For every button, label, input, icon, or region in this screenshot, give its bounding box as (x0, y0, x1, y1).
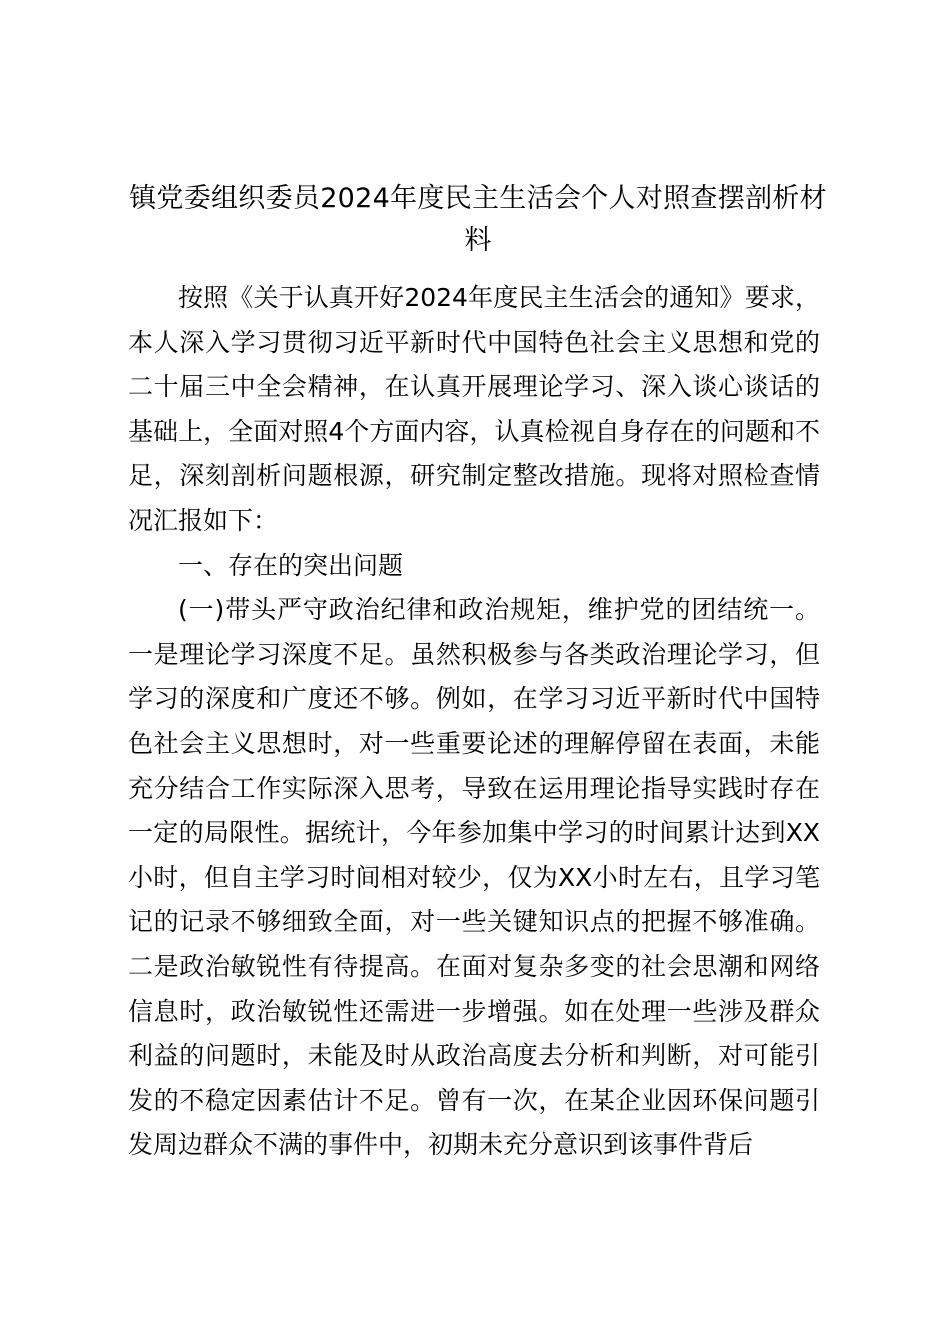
document-body (128, 276, 820, 1168)
body-paragraph: (一)带头严守政治纪律和政治规矩，维护党的团结统一。一是理论学习深度不足。虽然积极参与各类政治理论学习，但学习的深度和广度还不够。例如，在学习习近平新时代中国特色社会主义思想时，对一些重要论述的理解停留在表面，未能充分结合工作实际深入思考，导致在运用理论指导实践时存在一定的局限性。据统计，今年参加集中学习的时间累计达到XX小时，但自主学习时间相对较少，仅为XX小时左右，且学习笔记的记录不够细致全面，对一些关键知识点的把握不够准确。二是政治敏锐性有待提高。在面对复杂多变的社会思潮和网络信息时，政治敏锐性还需进一步增强。如在处理一些涉及群众利益的问题时，未能及时从政治高度去分析和判断，对可能引发的不稳定因素估计不足。曾有一次，在某企业因环保问题引发周边群众不满的事件中，初期未充分意识到该事件背后 (128, 595, 820, 1160)
section-heading: 一、存在的突出问题 (178, 550, 404, 580)
intro-paragraph: 按照《关于认真开好2024年度民主生活会的通知》要求，本人深入学习贯彻习近平新时代中国特色社会主义思想和党的二十届三中全会精神，在认真开展理论学习、深入谈心谈话的基础上，全面对照4个方面内容，认真检视自身存在的问题和不足，深刻剖析问题根源，研究制定整改措施。现将对照检查情况汇报如下： (128, 283, 820, 535)
document-title: 镇党委组织委员2024年度民主生活会个人对照查摆剖析材料 (129, 183, 827, 256)
